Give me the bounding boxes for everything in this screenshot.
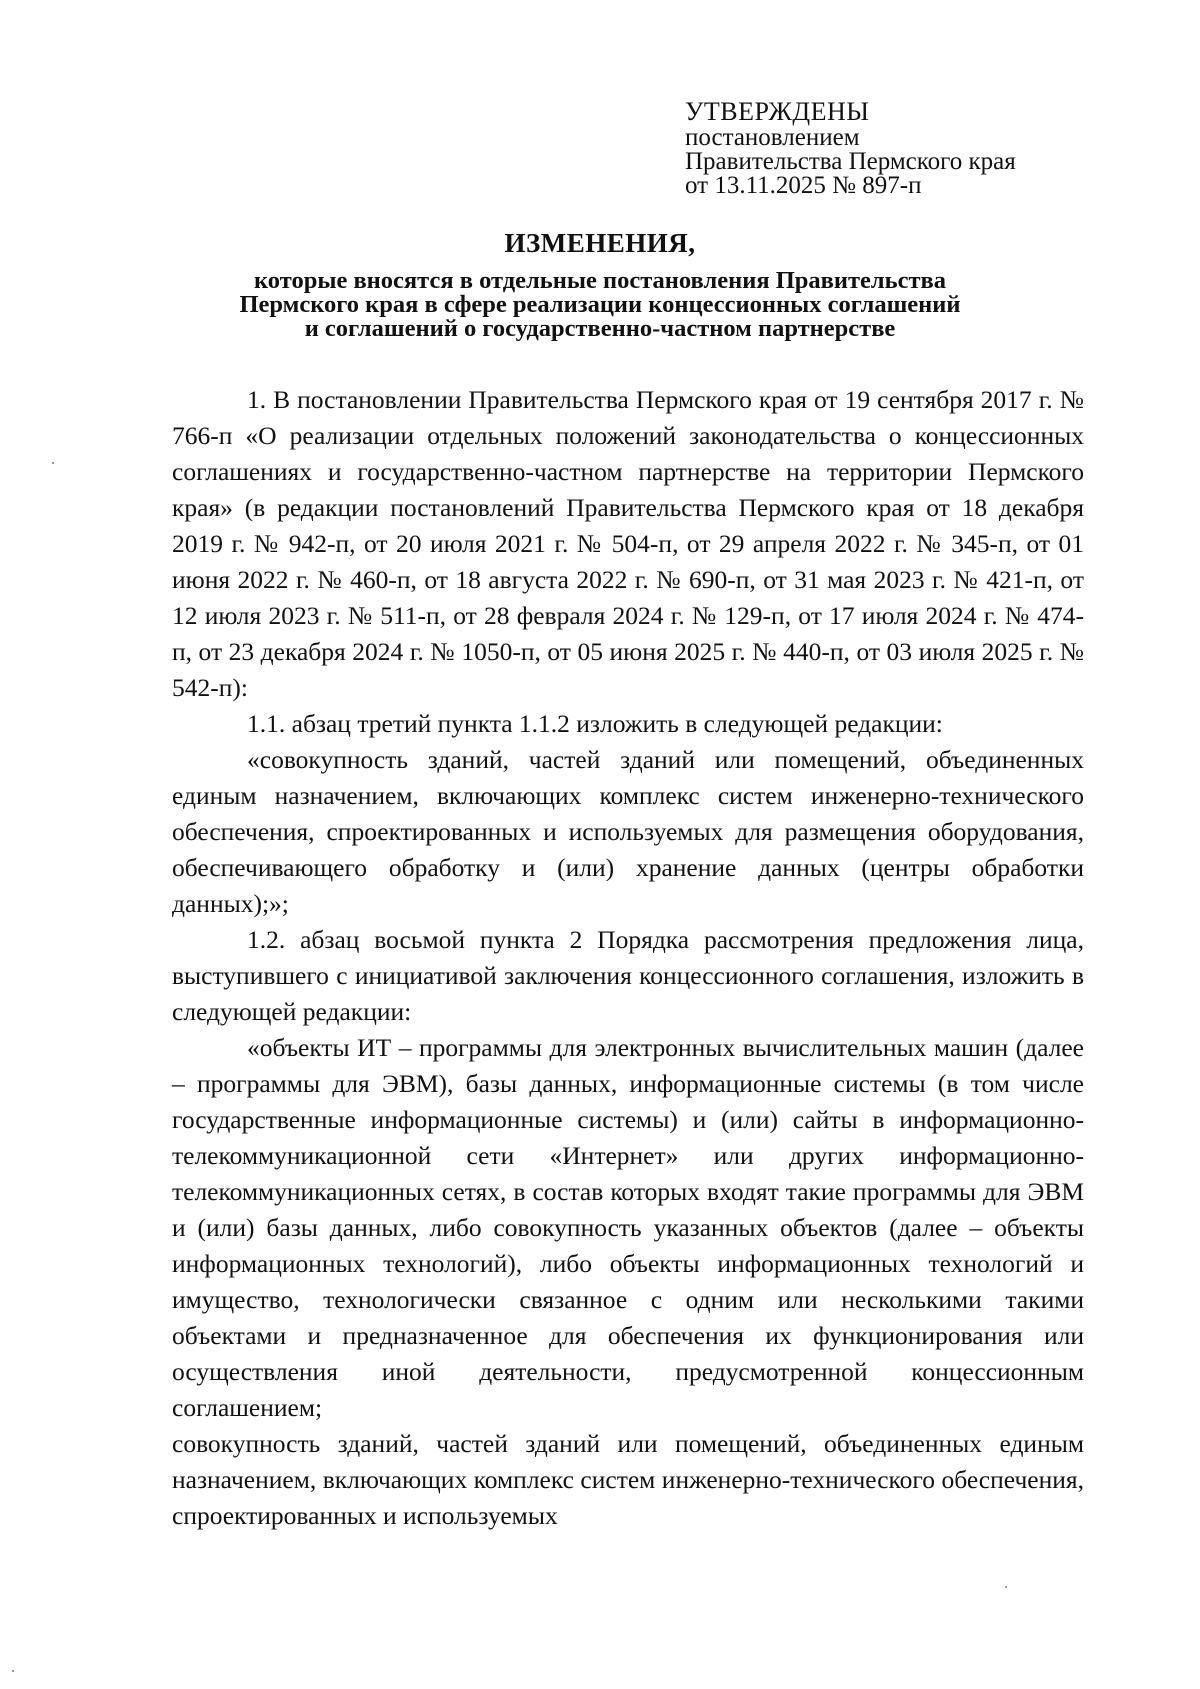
document-subtitle <box>170 269 1030 341</box>
paragraph-quote-2-continued: совокупность зданий, частей зданий или помещений, объединенных единым назначением, включающих комплекс систем инженерно-технического обеспечения, спроектированных и используемых <box>172 1429 1084 1530</box>
paragraph-quote-2: «объекты ИТ – программы для электронных вычислительных машин (далее – программы для ЭВМ), базы данных, информационные системы (в том числе государственные информационные системы) и (или) сайты в информационно-телекоммуникационной сети «Интернет» или других информационно-телекоммуникационных сетях, в состав которых входят такие программы для ЭВМ и (или) базы данных, либо совокупность указанных объектов (далее – объекты информационных технологий), либо объекты информационных технологий и имущество, технологически связанное с одним или несколькими такими объектами и предназначенное для обеспечения их функционирования или осуществления иной деятельности, предусмотренной концессионным соглашением; <box>172 1033 1084 1422</box>
paragraph-1-2: 1.2. абзац восьмой пункта 2 Порядка рассмотрения предложения лица, выступившего с инициативой заключения концессионного соглашения, изложить в следующей редакции: <box>172 925 1084 1026</box>
scan-speck <box>1005 1586 1007 1588</box>
subtitle-line-1: которые вносятся в отдельные постановления Правительства <box>254 267 946 294</box>
subtitle-line-3: и соглашений о государственно-частном партнерстве <box>304 315 896 342</box>
scan-speck <box>52 462 54 464</box>
subtitle-line-2: Пермского края в сфере реализации концессионных соглашений <box>239 291 961 318</box>
approval-line-1: постановлением <box>685 124 860 151</box>
approval-stamp <box>685 98 1016 198</box>
approval-line-2: Правительства Пермского края <box>685 148 1016 175</box>
approved-heading: УТВЕРЖДЕНЫ <box>685 97 870 126</box>
paragraph-quote-1: «совокупность зданий, частей зданий или помещений, объединенных единым назначением, включающих комплекс систем инженерно-технического обеспечения, спроектированных и используемых для размещения оборудования, обеспечивающего обработку и (или) хранение данных (центры обработки данных);»; <box>172 745 1084 918</box>
scan-speck <box>12 1670 14 1672</box>
document-body <box>172 382 1084 1534</box>
paragraph-1: 1. В постановлении Правительства Пермского края от 19 сентября 2017 г. № 766-п «О реализации отдельных положений законодательства о концессионных соглашениях и государственно-частном партнерстве на территории Пермского края» (в редакции постановлений Правительства Пермского края от 18 декабря 2019 г. № 942-п, от 20 июля 2021 г. № 504-п, от 29 апреля 2022 г. № 345-п, от 01 июня 2022 г. № 460-п, от 18 августа 2022 г. № 690-п, от 31 мая 2023 г. № 421-п, от 12 июля 2023 г. № 511-п, от 28 февраля 2024 г. № 129-п, от 17 июля 2024 г. № 474-п, от 23 декабря 2024 г. № 1050-п, от 05 июня 2025 г. № 440-п, от 03 июля 2025 г. № 542-п): <box>172 385 1084 702</box>
document-title: ИЗМЕНЕНИЯ, <box>504 228 696 258</box>
paragraph-1-1: 1.1. абзац третий пункта 1.1.2 изложить в следующей редакции: <box>247 709 943 738</box>
approval-line-3: от 13.11.2025 № 897-п <box>685 172 922 199</box>
